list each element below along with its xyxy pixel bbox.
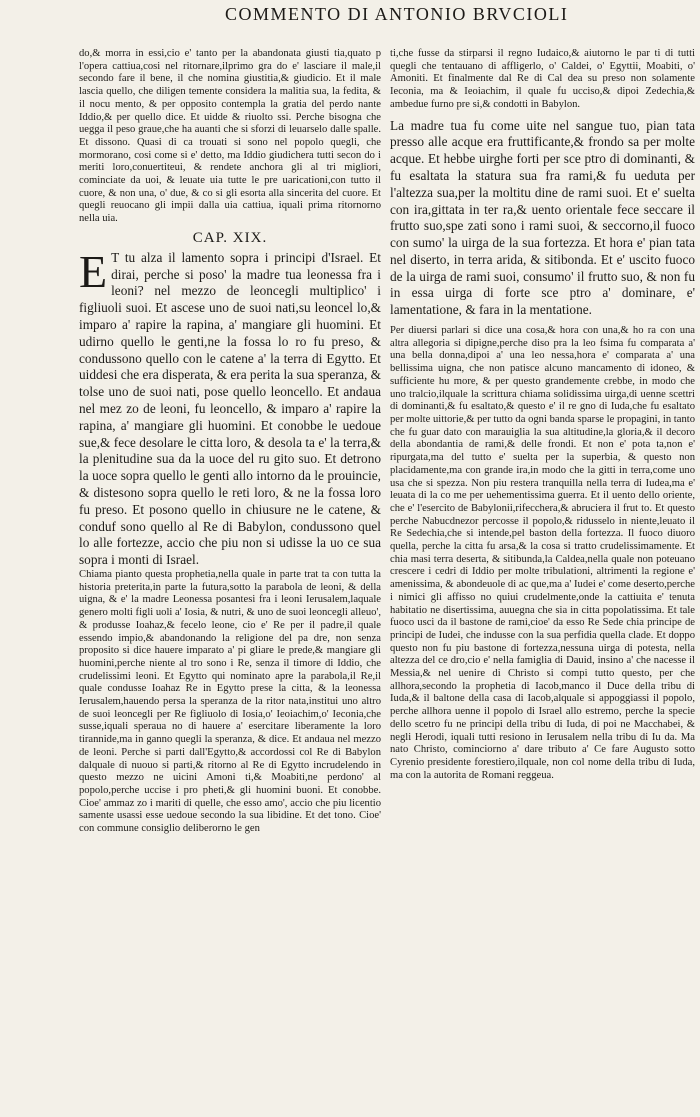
drop-cap-initial: E [79,245,108,297]
commentary-paragraph-2: Chiama pianto questa prophetia,nella quale in parte trat ta con tutta la historia preterita,in parte la futura,sotto la parabola de leoni, & della uigna, & e' la madre Leonessa posantesi fra i leoni Ierusalem,laquale genero molti figli uoli a' Iosia, & nutri, & uno de suoi leoncegli alleuo', & produsse Ioahaz,& fecelo leone, cio e' Re per il padre,il quale essendo impio,& abandonando la religione del pa dre, non senza proposito si dice hauere imparato a' pi gliare le prede,& mangiare gli huomini,perche niente al tro sono i Re, senza il timore di Iddio, che crudelissimi leoni. Et Egytto qui nominato apre la parabola,il Re,il quale condusse Ioahaz Re in Egytto prese la citta, & la leonessa Ierusalem,hauendo persa la speranza de la ritor nata,institui uno altro de suoi leoncegli per Re figliuolo di Iosia,o' Ieoiachim,o' Ieconia,che susse,iquali speraua no di hauere a' esercitare liberamente la loro tirannide,ma in ganno quegli la speranza, & dice. Et andaua nel mezzo de leoni. Perche si parti dall'Egytto,& accordossi col Re di Babylon dalquale di nuouo si parti,& ritorno al Re di Egytto incrudelendo in questo mezzo ne uicini Amoni ti,& Moabiti,ne perdono' al popolo,perche uccise i pro pheti,& gli huomini buoni. Et conobbe. Cioe' ammaz zo i mariti di quelle, che esso amo', accio che piu licentio samente usassi esse uedoue secondo la sua libidine. Et det tono. Cioe' con commune consiglio deliberorno le gen [79,568,381,835]
commentary-paragraph-1: do,& morra in essi,cio e' tanto per la abandonata giusti tia,quato p l'opera cattiua,cosi nel ritornare,ilprimo gra do e' lasciare il male,il secondo fare il bene, il che nomina giustitia,& giudicio. Et il male lascia quello, che diligen temente considera la malitia sua, la fedita, & il nocu mento, & per opposito contempla la gratia del perdo nante Iddio,& per quello dice. Et uidde & riuolto ssi. Perche bisogna che uegga il peso graue,che ha auanti che si sforzi di leuarselo dalle spalle. Et dissono. Quasi di ca trouati si sono nel popolo quegli, che mormorano, cosi come si e' detto, ma Iddio giudichera tutti secon do i meriti loro,conuertiteui, & rendete anchora gli al tri migliori, cominciate da uoi, & leuate uia tutte le pre uaricationi,con tutto il cuore, & non una, o' due, & co si gli esorta alla sincerita del cuore. Et quegli reuocano gli impii dalla uia cattiua, iquali prima ritornorno nella uia. [79,48,381,225]
scripture-paragraph-1 [79,245,381,569]
running-title: COMMENTO DI ANTONIO BRVCIOLI [225,4,569,24]
chapter-heading: CAP. XIX. [192,229,268,246]
right-column [390,48,695,782]
scripture-paragraph-2: La madre tua fu come uite nel sangue tuo, pian tata presso alle acque era fruttificante,& frondo sa per molte acque. Et hebbe uirghe forti per sce ptro di dominanti, & fu esaltata la statura sua fra rami,& fu ueduta per l'altezza sua,per la moltitu dine de rami suoi. Et e' suelta con ira,gittata in ter ra,& uento orientale fece seccare il frutto suo,spe zati sono i rami suoi, & seccorno,il fuoco con sumo' la uirga de la sua fortezza. Et hora e' pian tata nel diserto, in terra arida, & sitibonda. Et e' uscito fuoco de la uirga de rami suoi, consumo' il frutto suo, & non fu in essa uirga di forte sce ptro a' dominare, e' lamentatione, & fara in la mentatione. [390,117,695,318]
commentary-paragraph-4: Per diuersi parlari si dice una cosa,& hora con una,& ho ra con una altra allegoria si dipigne,perche diso pra la leo fsima fu comparata a' una bella donna,dipoi a' una leo nessa,hora e' comparata a' una bellissima uigna, che non patisce alcuno mancamento di idoneo, & sufficiente hu more, & per questo grandemente crebbe, in modo che uno tralcio,ilquale la scrittura chiama solidissima uirga,di uenne scettri di dominanti,& fu esaltato,& questo e' il re gno di Iuda,che fu esaltato per molte uittorie,& per tutto da ogni banda sparse le propagini, in tanto che fu guar dato con marauiglia la sua altitudine,la gloria,& il decoro della abondantia de rami,& delle frondi. Et non e' pota ta,non e' ripurgata,ma del tutto e' suelta per la superbia, & questo non placidamente,ma con grande ira,in modo che la gitti in terra,come uno usa che si spezza. Non piu restera tranquilla nella terra di Iudea,ma e' leuata di la co me per uehementissima guerra. Et il uento dello oriente, che e' l'esercito de Babylonii,rifecchera,& abruciera il frut to. Et questo perche Nabucdnezor percosse il popolo,& ridusselo in niente,leuato il Re Sedechia,che si intende,pel baston della fortezza. Il fuoco diuoro quella, perche la citta fu arsa,& la cosa si tratto crudelissimamente. Et chia masi terra deserta, & sitibunda,la Caldea,nella quale non poteuano crescere i cedri di Iddio per molte tribulationi, altrimenti la regione e' amenissima, & abondeuole di ac que,ma a' Iudei e' come deserto,perche i nimici gli affisso no quiui crudelmente,onde la cattiuita e' tenuta habitatio ne disertissima, auuegna che sia in citta popolatissima. Et tale fuoco usci da il bastone de rami,cioe' da esso Re Sede chia principe de principi de Iudei, che indusse con la sua perfidia quella clade. Et doppo questo non fu piu bastone di fortezza,nessuna uirga di potesta, nella altezza del ce dro,cio e' nella famiglia di Dauid, insino a' che nacesse il Messia,& nel uenire di Christo si compi tutto questo, per che allhora,secondo la prophetia di Iacob,manco il Duce della tribu di Iuda,& il baltone della casa di Iacob,alquale si appoggiassi il popolo, perche allhora uenne il popolo di Israel allo estremo, perche la specie dello scetro fu ne principi della tribu di Iuda, di poi ne Macchabei, & negli Herodi, iquali tutti resiono in Ierusalem nella tribu di Iu da. Ma nato Christo, cominciorno a' dare tributo a' Ce fare Augusto sotto Cyrenio presidente forestiero,ilquale, non col nome della tribu di Iuda, ma con la autorita de Romani reggeua. [390,325,695,781]
left-column [79,48,381,836]
scripture-text-1: T tu alza il lamento sopra i principi d'Israel. Et dirai, perche si poso' la madre tua leonessa fra i leoni? nel mezzo de leoncegli multiplico' i figliuoli suoi. Et ascese uno de suoi nati,su leoncel lo,& imparo a' rapire la rapina, a' mangiare gli huomini. Et udirno quello le genti,ne la fossa lo ro fu preso, & condussono quello con le catene a' la terra di Egytto. Et uiddesi che era disperata, & era perita la sua speranza, & tolse uno de suoi nati, pose quello leoncello. Et andaua nel mez zo de leoni, fu leoncello, & imparo a' rapire la rapina, a' mangiare gli huomini. Et conobbe le uedoue sue,& fece desolare le citta loro, & desola ta e' la terra,& la plenitudine sua da la uoce del ru gito suo. Et detrono la uoce sopra quello le genti allo intorno da le prouincie, & distesono sopra quello le reti loro, & ne la fossa loro fu preso. Et posono quello in chiusure ne le catene, & conduf sono quello al Re di Babylon, condussono quel lo alle fortezze, accio che piu non si udisse la uo ce sua sopra i monti di Israel. [79,249,381,568]
commentary-paragraph-3: ti,che fusse da stirparsi il regno Iudaico,& aiutorno le par ti di tutti quegli che tentauano di affligerlo, o' Caldei, o' Egyttii, Moabiti, o' Amoniti. Et finalmente dal Re di Cal dea su preso non solamente Ieconia, ma & Ieoiachim, il quale fu ucciso,& dipoi Zedechia,& ambedue furno pre si,& condotti in Babylon. [390,48,695,110]
